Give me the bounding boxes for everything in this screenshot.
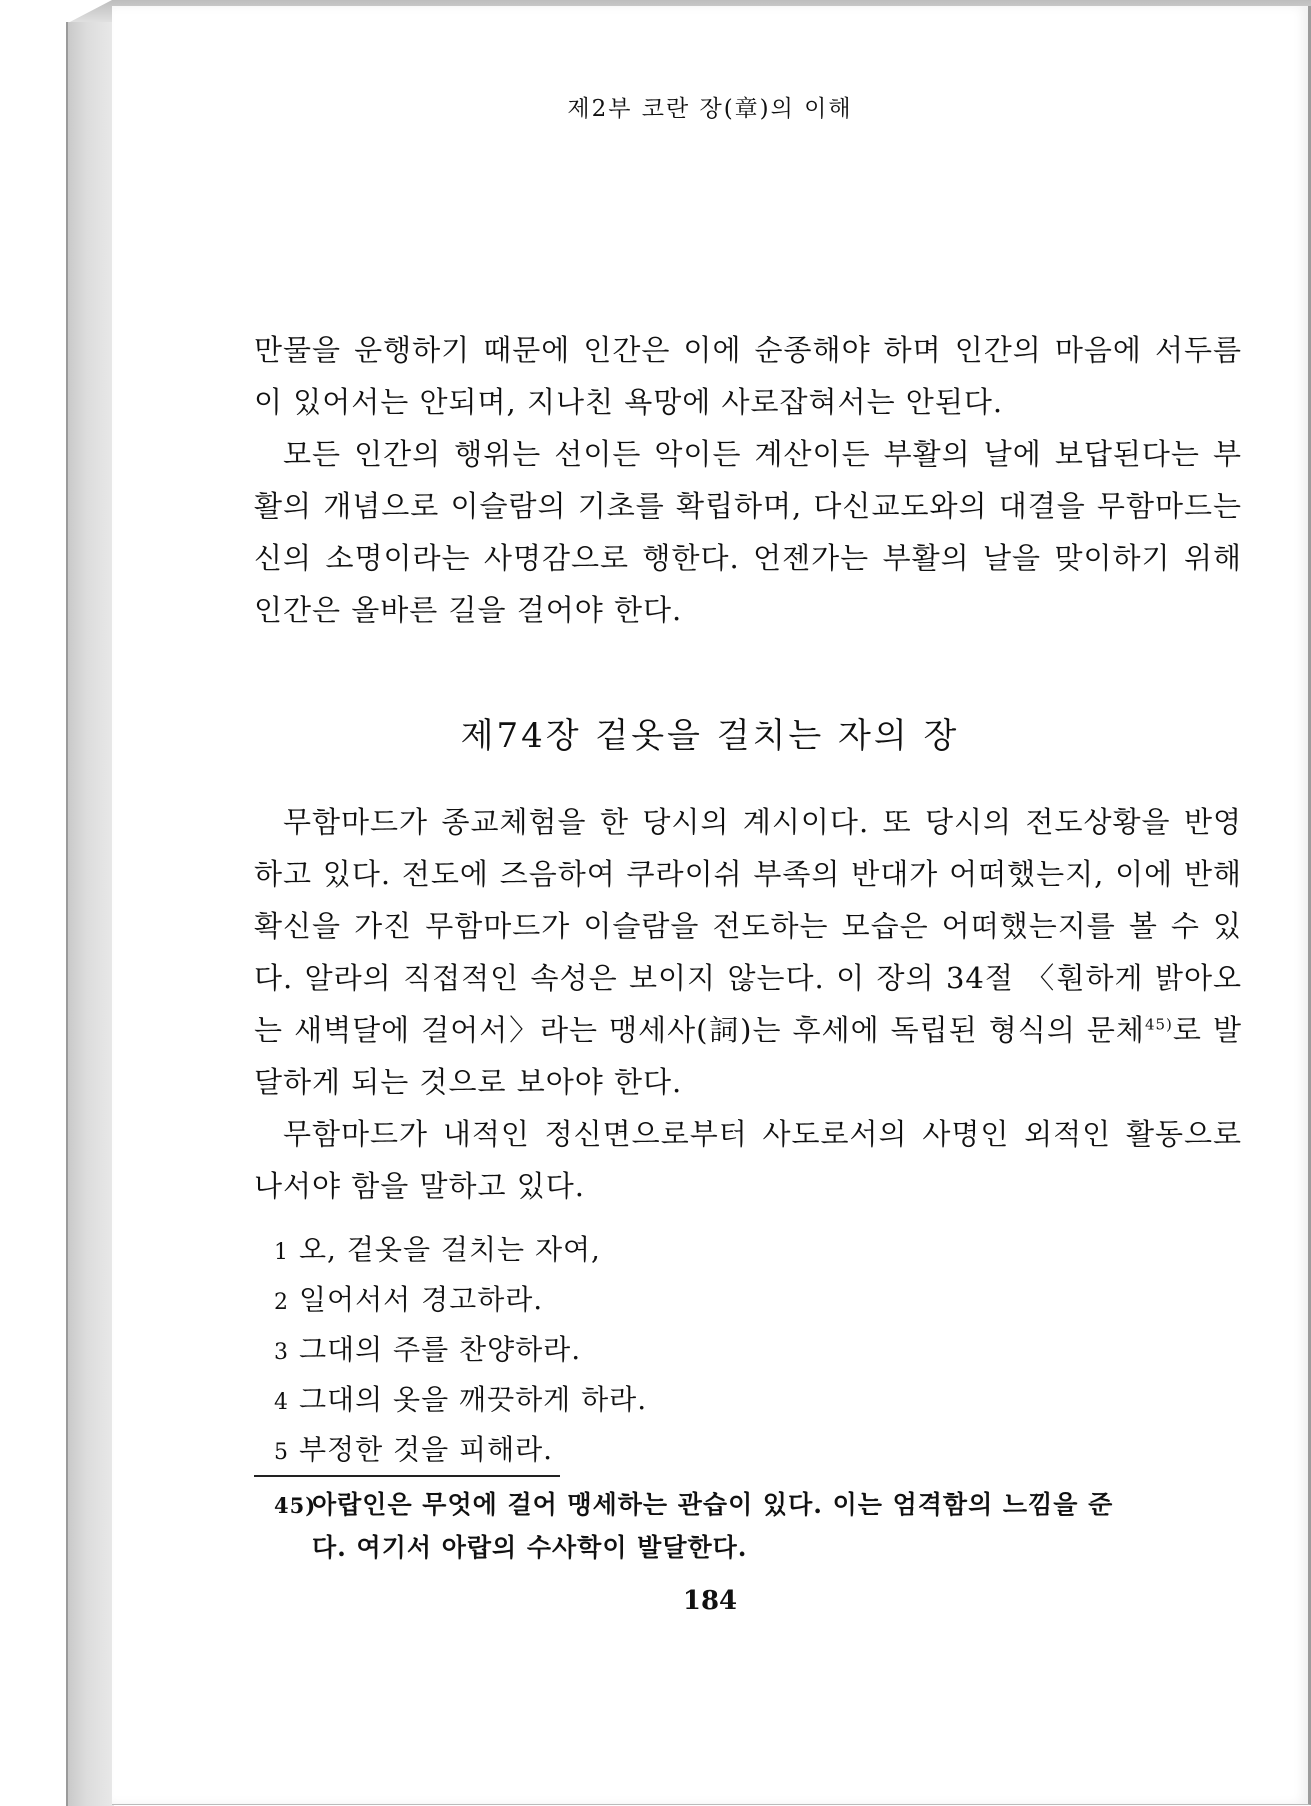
verse-item <box>274 1326 647 1376</box>
footnote-number: 45) <box>274 1493 317 1518</box>
verse-number: 1 <box>274 1240 289 1265</box>
footnote <box>274 1484 1242 1569</box>
intro-paragraph-2: 모든 인간의 행위는 선이든 악이든 계산이든 부활의 날에 보답된다는 부활의 개념으로 이슬람의 기초를 확립하며, 다신교도와의 대결을 무함마드는 신의 소명이라는 사명감으로 행한다. 언젠가는 부활의 날을 맞이하기 위해 인간은 올바른 길을 걸어야 한다. <box>254 437 1242 627</box>
verse-text: 오, 겉옷을 걸치는 자여, <box>299 1233 601 1266</box>
running-header: 제2부 코란 장(章)의 이해 <box>567 96 853 122</box>
book-spine <box>66 22 114 1806</box>
book-page <box>112 6 1311 1805</box>
verse-number: 3 <box>274 1340 289 1365</box>
chapter-intro-text <box>254 796 1242 1212</box>
verse-number: 5 <box>274 1440 289 1465</box>
verse-text: 그대의 옷을 깨끗하게 하라. <box>299 1383 648 1416</box>
page-number: 184 <box>682 1586 738 1616</box>
chapter-paragraph-1-end: 로 발달하게 되는 것으로 보아야 한다. <box>254 1013 1242 1099</box>
footnote-reference[interactable]: 45) <box>1144 1015 1173 1034</box>
footnote-line-1 <box>274 1484 1242 1527</box>
verse-item <box>274 1276 647 1326</box>
chapter-paragraph-1 <box>254 796 1242 1108</box>
verse-text: 그대의 주를 찬양하라. <box>299 1333 582 1366</box>
verse-item <box>274 1426 647 1476</box>
verse-item <box>274 1376 647 1426</box>
verse-text: 일어서서 경고하라. <box>299 1283 544 1316</box>
intro-paragraph-1: 만물을 운행하기 때문에 인간은 이에 순종해야 하며 인간의 마음에 서두름이 있어서는 안되며, 지나친 욕망에 사로잡혀서는 안된다. <box>254 333 1242 419</box>
chapter-title: 제74장 겉옷을 걸치는 자의 장 <box>460 716 960 756</box>
verse-text: 부정한 것을 피해라. <box>299 1433 554 1466</box>
chapter-paragraph-2: 무함마드가 내적인 정신면으로부터 사도로서의 사명인 외적인 활동으로 나서야 함을 말하고 있다. <box>254 1117 1242 1203</box>
footnote-divider <box>254 1475 560 1477</box>
verse-number: 4 <box>274 1390 289 1415</box>
footnote-line-2: 다. 여기서 아랍의 수사학이 발달한다. <box>312 1533 748 1562</box>
chapter-paragraph-1-text: 무함마드가 종교체험을 한 당시의 계시이다. 또 당시의 전도상황을 반영하고 있다. 전도에 즈음하여 쿠라이쉬 부족의 반대가 어떠했는지, 이에 반해 확신을 가진 무함마드가 이슬람을 전도하는 모습은 어떠했는지를 볼 수 있다. 알라의 직접적인 속성은 보이지 않는다. 이 장의 34절 〈훤하게 밝아오는 새벽달에 걸어서〉라는 맹세사(詞)는 후세에 독립된 형식의 문체 <box>254 805 1242 1047</box>
intro-text <box>254 324 1242 636</box>
footnote-text-1: 아랍인은 무엇에 걸어 맹세하는 관습이 있다. 이는 엄격함의 느낌을 준 <box>312 1490 1114 1519</box>
verse-list <box>274 1226 647 1476</box>
verse-number: 2 <box>274 1290 289 1315</box>
verse-item <box>274 1226 647 1276</box>
